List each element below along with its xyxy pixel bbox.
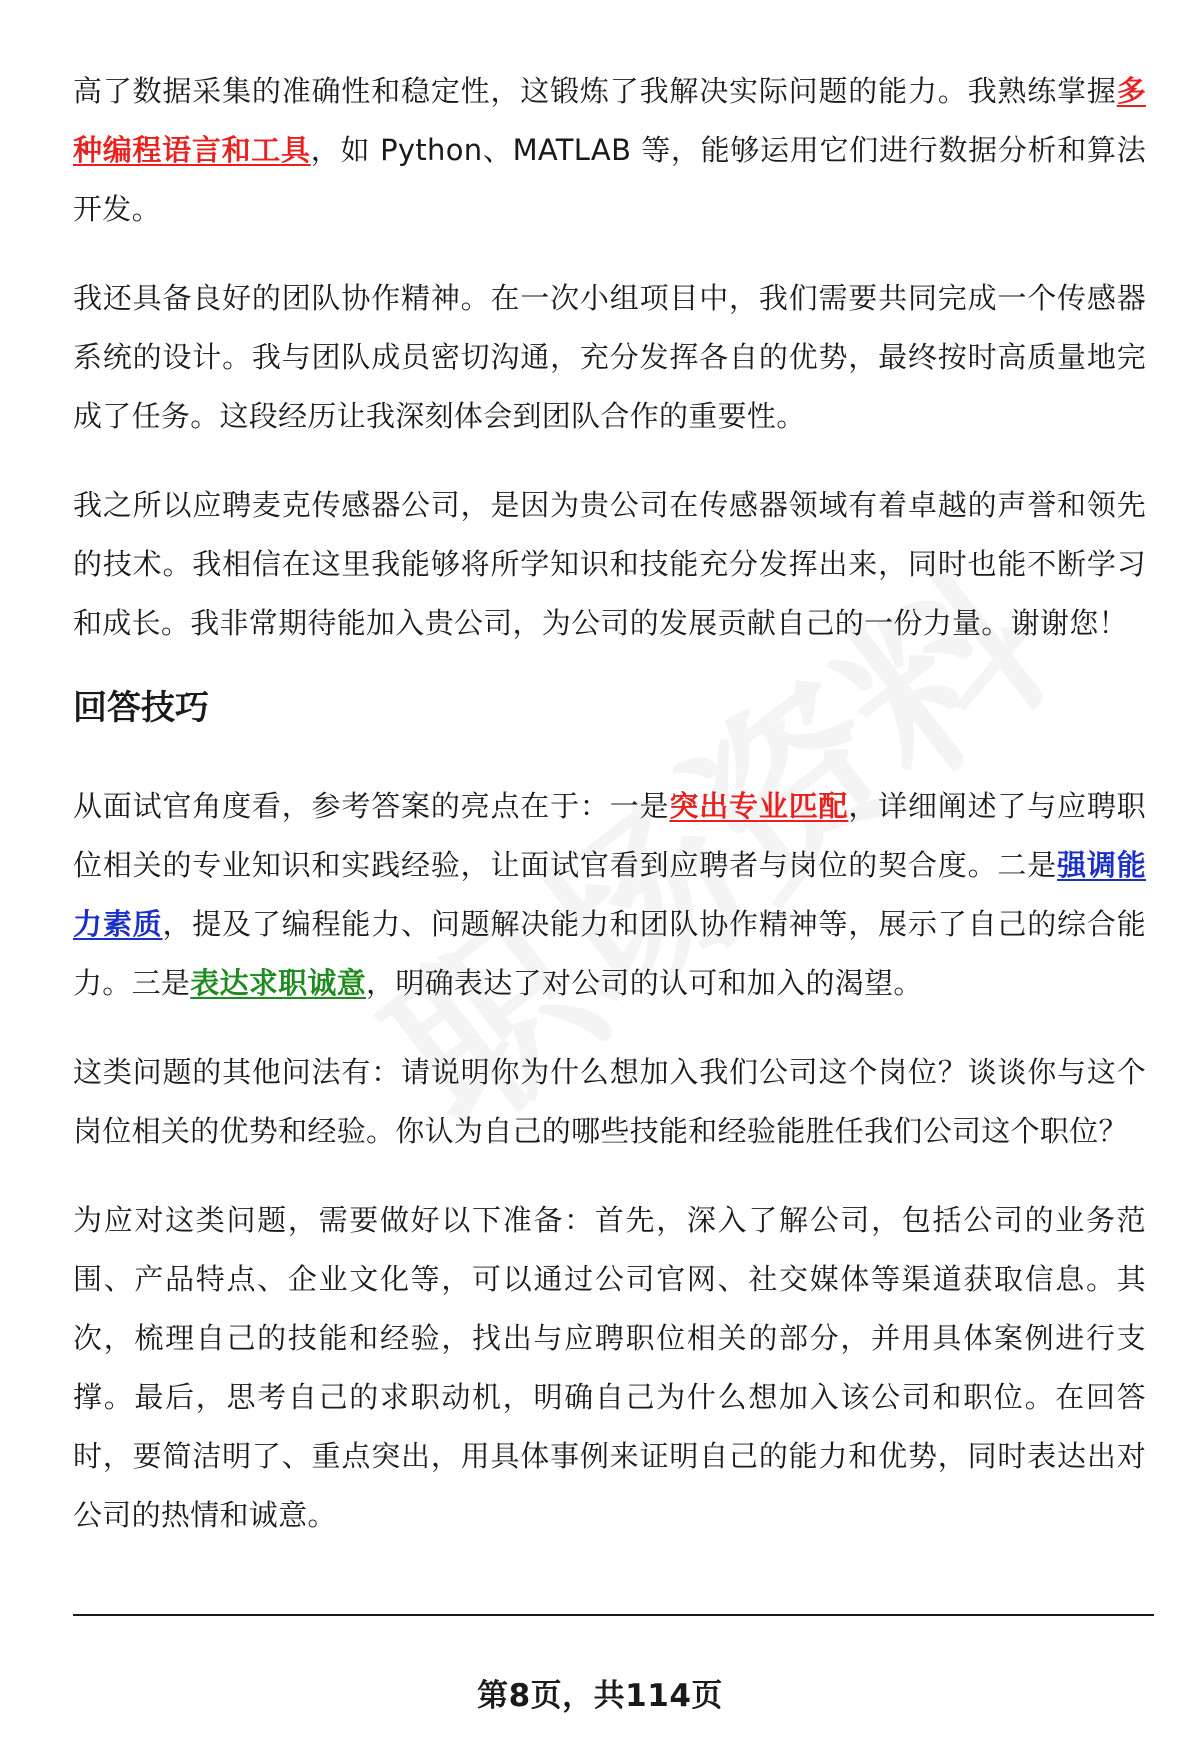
paragraph-text: ，明确表达了对公司的认可和加入的渴望。	[366, 966, 923, 1000]
paragraph-motivation: 我之所以应聘麦克传感器公司，是因为贵公司在传感器领域有着卓越的声誉和领先的技术。我相信在这里我能够将所学知识和技能充分发挥出来，同时也能不断学习和成长。我非常期待能加入贵公司，为公司的发展贡献自己的一份力量。谢谢您！	[73, 488, 1146, 640]
tip-alternative-questions: 这类问题的其他问法有：请说明你为什么想加入我们公司这个岗位？谈谈你与这个岗位相关的优势和经验。你认为自己的哪些技能和经验能胜任我们公司这个职位？	[73, 1055, 1146, 1148]
footer-divider	[73, 1614, 1154, 1616]
document-body	[73, 62, 1146, 1575]
highlight-programming-tools: 多种编程语言和工具	[73, 74, 1146, 167]
highlight-professional-match: 突出专业匹配	[669, 789, 849, 823]
paragraph-text: 从面试官角度看，参考答案的亮点在于：一是	[73, 789, 670, 823]
paragraph-text: 高了数据采集的准确性和稳定性，这锻炼了我解决实际问题的能力。我熟练掌握	[73, 74, 1117, 108]
highlight-job-sincerity: 表达求职诚意	[190, 966, 367, 1000]
section-heading: 回答技巧	[73, 688, 209, 728]
paragraph-teamwork: 我还具备良好的团队协作精神。在一次小组项目中，我们需要共同完成一个传感器系统的设计。我与团队成员密切沟通，充分发挥各自的优势，最终按时高质量地完成了任务。这段经历让我深刻体会到团队合作的重要性。	[73, 281, 1146, 433]
page-number: 第8页，共114页	[477, 1678, 723, 1714]
paragraph-skills	[73, 62, 1146, 239]
tip-highlights	[73, 777, 1146, 1013]
highlight-ability-quality: 强调能力素质	[73, 848, 1147, 941]
tip-preparation: 为应对这类问题，需要做好以下准备：首先，深入了解公司，包括公司的业务范围、产品特点、企业文化等，可以通过公司官网、社交媒体等渠道获取信息。其次，梳理自己的技能和经验，找出与应聘职位相关的部分，并用具体案例进行支撑。最后，思考自己的求职动机，明确自己为什么想加入该公司和职位。在回答时，要简洁明了、重点突出，用具体事例来证明自己的能力和优势，同时表达出对公司的热情和诚意。	[73, 1203, 1146, 1532]
paragraph-text: ，如 Python、MATLAB 等，能够运用它们进行数据分析和算法开发。	[73, 133, 1146, 226]
paragraph-text: ，提及了编程能力、问题解决能力和团队协作精神等，展示了自己的综合能力。三是	[73, 907, 1146, 1000]
paragraph-text: ，详细阐述了与应聘职位相关的专业知识和实践经验，让面试官看到应聘者与岗位的契合度。二是	[73, 789, 1146, 882]
